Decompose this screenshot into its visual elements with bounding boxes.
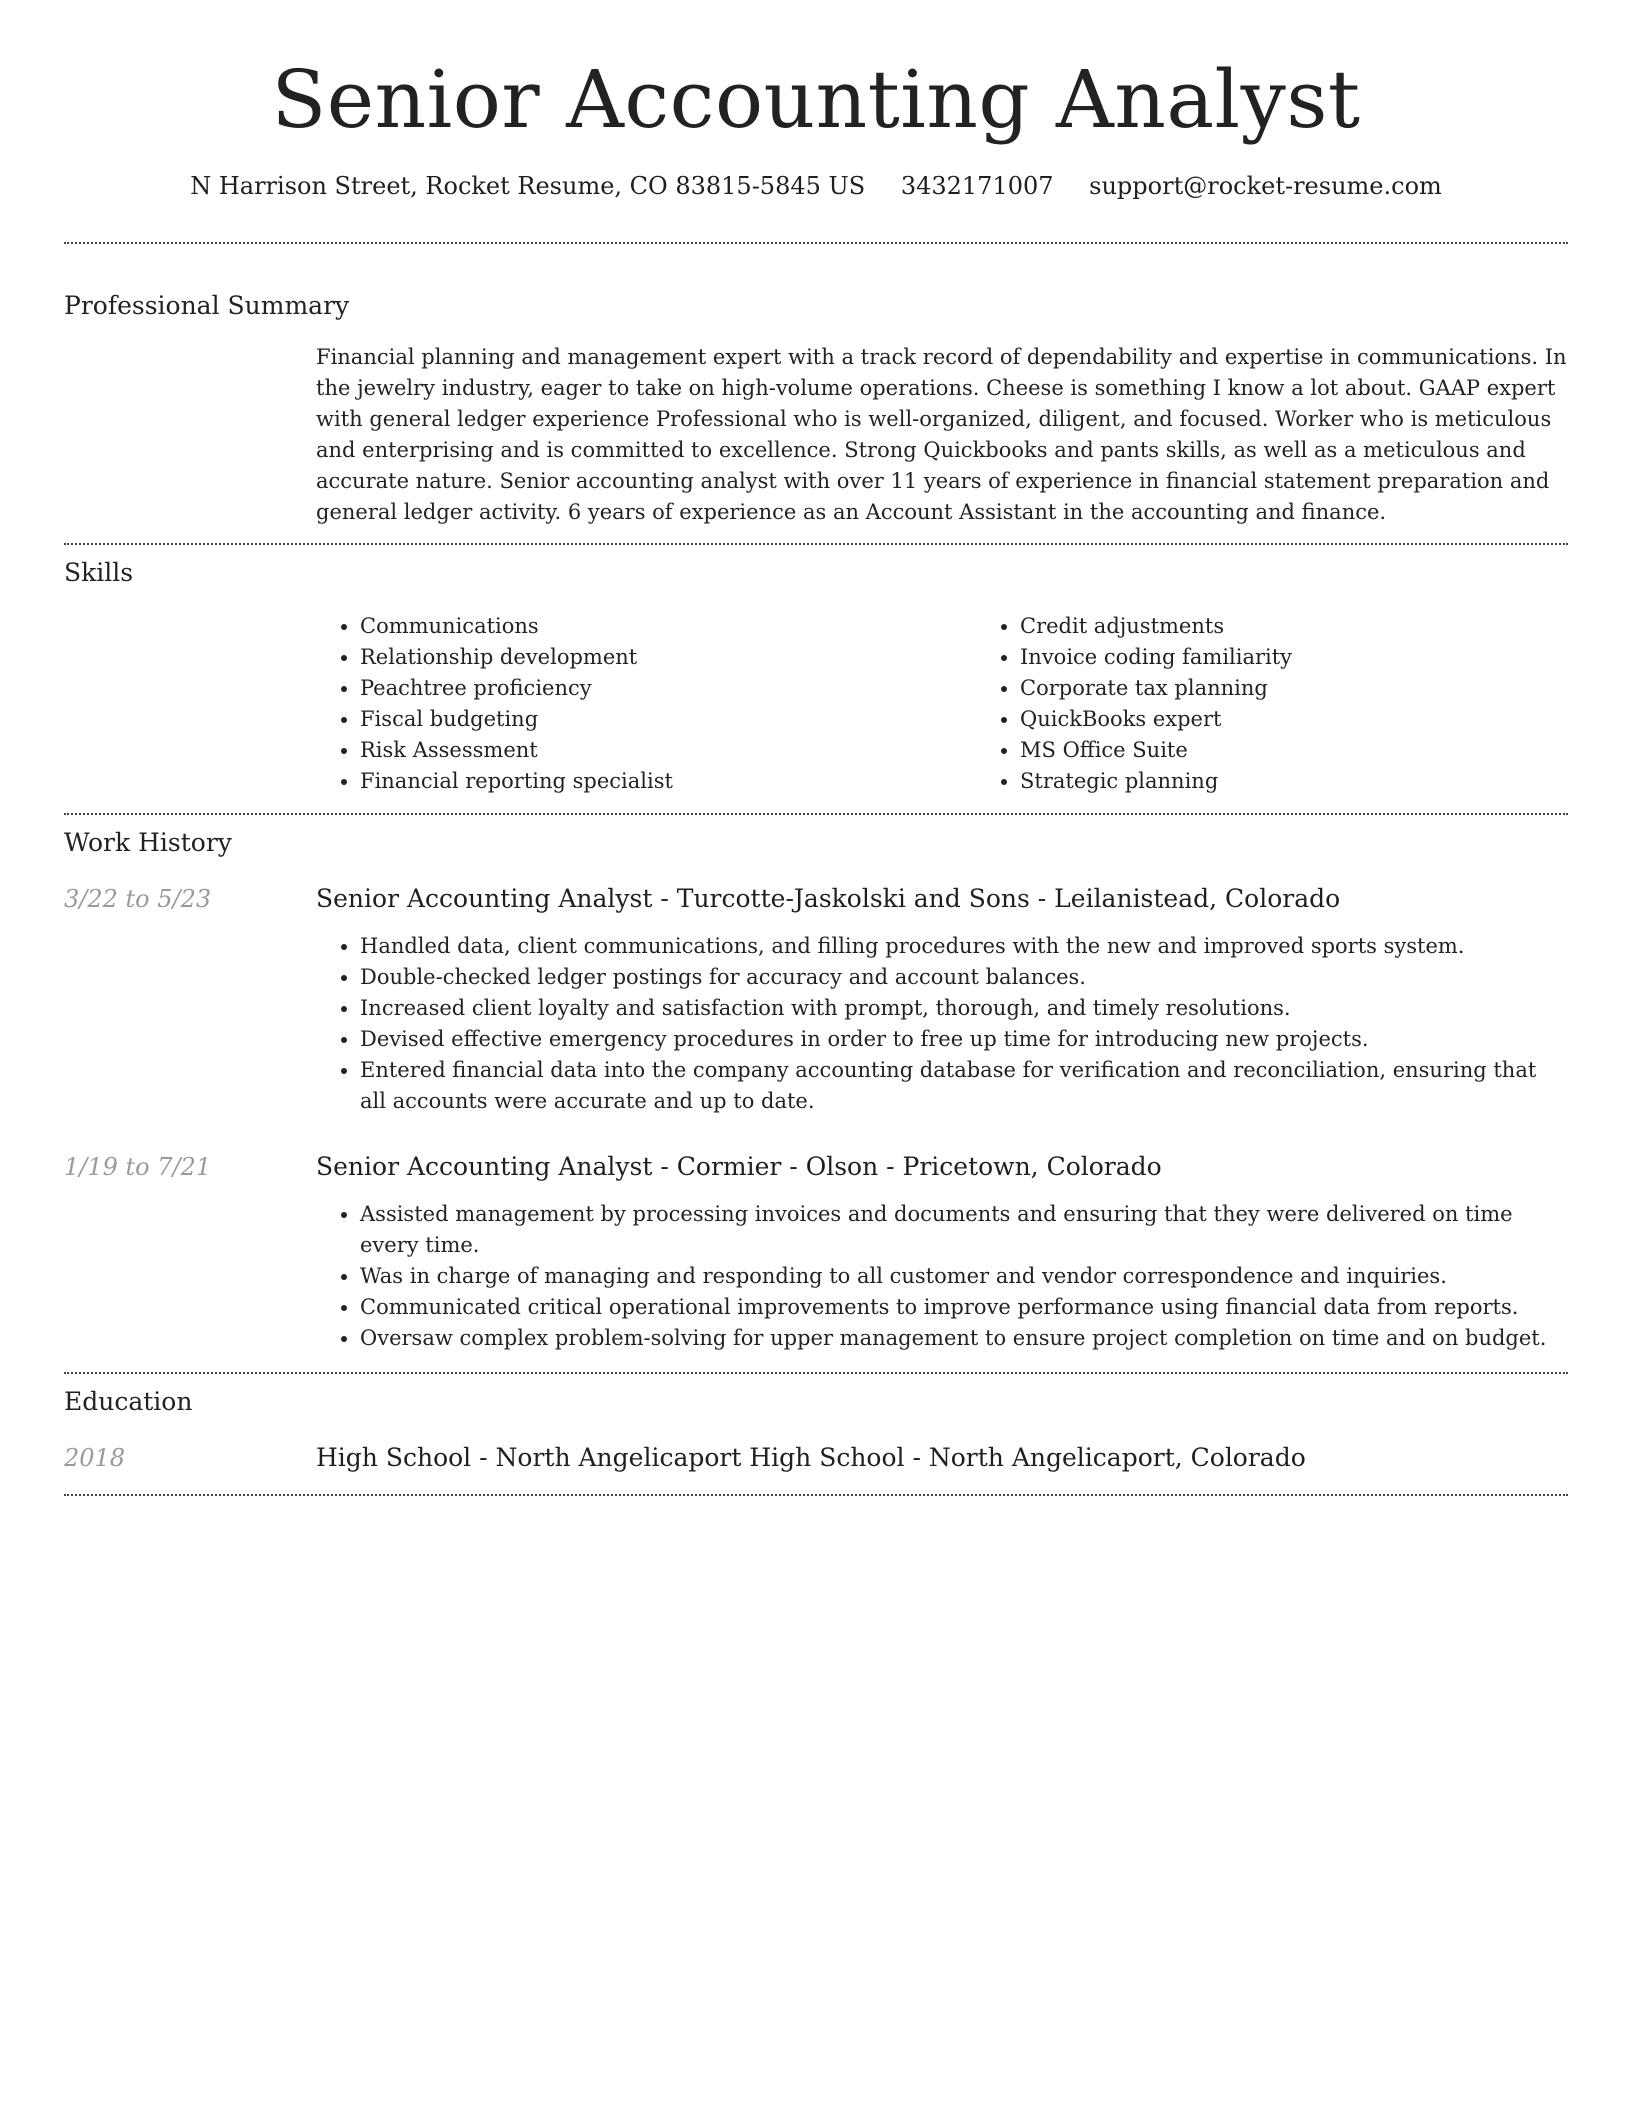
skill-item: • Credit adjustments	[1020, 611, 1632, 642]
section-title-summary: Professional Summary	[64, 291, 350, 320]
summary-spacer	[64, 342, 316, 528]
skills-list-left	[316, 611, 976, 797]
education-title-line	[316, 1442, 1568, 1474]
education-entry	[64, 1442, 1568, 1474]
education-dates: 2018	[64, 1444, 126, 1472]
job-title-line	[316, 883, 1568, 915]
education-details: - North Angelicaport High School - North Angelicaport, Colorado	[471, 1443, 1306, 1472]
summary-text: Financial planning and management expert with a track record of dependability and expertise in communications. In the jewelry industry, eager to take on high-volume operations. Cheese is something I know a lot about. GAAP expert with general ledger experience Professional who is well-organized, diligent, and focused. Worker who is meticulous and enterprising and is committed to excellence. Strong Quickbooks and pants skills, as well as a meticulous and accurate nature. Senior accounting analyst with over 11 years of experience in financial statement preparation and general ledger activity. 6 years of experience as an Account Assistant in the accounting and finance.	[316, 345, 1567, 524]
job-bullets	[316, 1199, 1568, 1354]
job-entry	[64, 883, 1568, 1117]
job-bullet: • Oversaw complex problem-solving for upper management to ensure project completion on time and on budget.	[360, 1323, 1568, 1354]
skill-item: • Corporate tax planning	[1020, 673, 1632, 704]
skill-item: • Financial reporting specialist	[360, 766, 976, 797]
job-dates: 1/19 to 7/21	[64, 1153, 212, 1181]
job-title-line	[316, 1151, 1568, 1183]
skill-item: • Invoice coding familiarity	[1020, 642, 1632, 673]
job-role: Senior Accounting Analyst	[316, 1152, 653, 1181]
skill-item: • Peachtree proficiency	[360, 673, 976, 704]
job-bullet: • Assisted management by processing invoices and documents and ensuring that they were delivered on time every time.	[360, 1199, 1568, 1261]
contact-line	[64, 170, 1568, 202]
skills-spacer	[64, 611, 316, 797]
job-bullet: • Increased client loyalty and satisfaction with prompt, thorough, and timely resolutions.	[360, 993, 1568, 1024]
contact-phone: 3432171007	[900, 172, 1054, 200]
skill-item: • QuickBooks expert	[1020, 704, 1632, 735]
skills-section	[64, 545, 1568, 797]
skill-item: • Strategic planning	[1020, 766, 1632, 797]
work-section	[64, 815, 1568, 1354]
job-role: Senior Accounting Analyst	[316, 884, 653, 913]
job-bullet: • Devised effective emergency procedures in order to free up time for introducing new projects.	[360, 1024, 1568, 1055]
summary-section	[64, 244, 1568, 528]
job-entry	[64, 1151, 1568, 1354]
skill-item: • Risk Assessment	[360, 735, 976, 766]
job-bullet: • Entered financial data into the company accounting database for verification and reconciliation, ensuring that all accounts were accurate and up to date.	[360, 1055, 1568, 1117]
section-title-education: Education	[64, 1387, 193, 1416]
education-section	[64, 1374, 1568, 1474]
section-title-work: Work History	[64, 828, 232, 857]
candidate-name: Senior Accounting Analyst	[271, 53, 1361, 146]
job-bullet: • Double-checked ledger postings for accuracy and account balances.	[360, 962, 1568, 993]
section-title-skills: Skills	[64, 558, 134, 587]
skill-item: • MS Office Suite	[1020, 735, 1632, 766]
skill-item: • Relationship development	[360, 642, 976, 673]
education-divider	[64, 1494, 1568, 1496]
job-details: - Cormier - Olson - Pricetown, Colorado	[652, 1152, 1162, 1181]
contact-address: N Harrison Street, Rocket Resume, CO 83815-5845 US	[190, 172, 866, 200]
job-dates: 3/22 to 5/23	[64, 885, 212, 913]
job-bullets	[316, 931, 1568, 1117]
job-details: - Turcotte-Jaskolski and Sons - Leilanistead, Colorado	[652, 884, 1341, 913]
job-bullet: • Handled data, client communications, and filling procedures with the new and improved sports system.	[360, 931, 1568, 962]
education-degree: High School	[316, 1443, 472, 1472]
contact-email: support@rocket-resume.com	[1089, 172, 1442, 200]
skill-item: • Fiscal budgeting	[360, 704, 976, 735]
skills-list-right	[976, 611, 1632, 797]
job-bullet: • Communicated critical operational improvements to improve performance using financial data from reports.	[360, 1292, 1568, 1323]
skill-item: • Communications	[360, 611, 976, 642]
job-bullet: • Was in charge of managing and responding to all customer and vendor correspondence and inquiries.	[360, 1261, 1568, 1292]
